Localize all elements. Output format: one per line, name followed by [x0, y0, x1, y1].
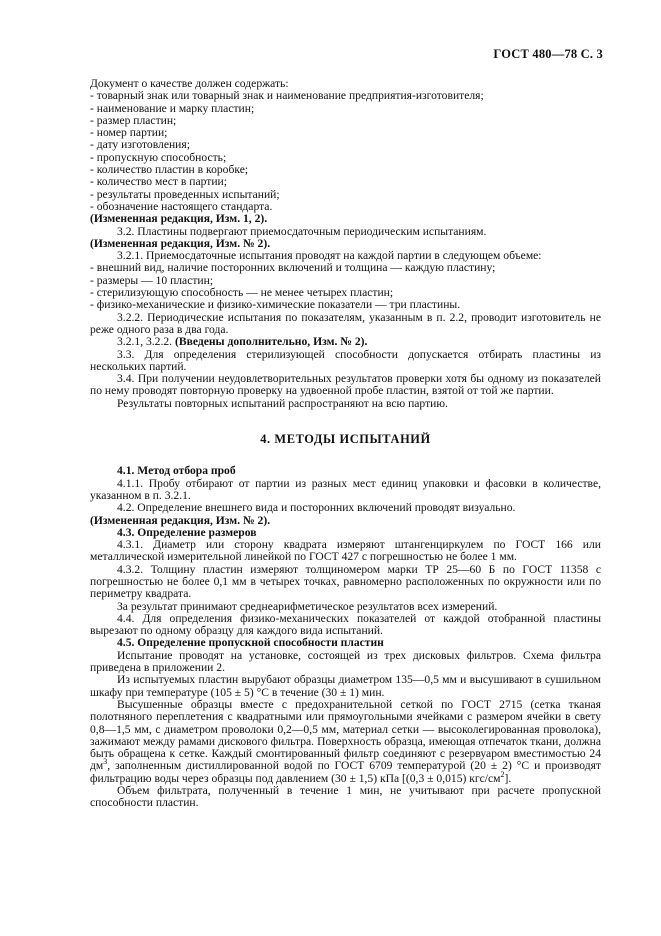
- superscript: 3: [103, 757, 108, 767]
- list-item: - стерилизующую способность — не менее четырех пластин;: [90, 286, 394, 300]
- amendment-note: (Измененная редакция, Изм. № 2).: [90, 513, 271, 527]
- list-item: - результаты проведенных испытаний;: [90, 187, 280, 201]
- heading-4-5: 4.5. Определение пропускной способности пластин: [117, 636, 384, 650]
- heading-4-1: 4.1. Метод отбора проб: [117, 464, 236, 478]
- clause-4-1-1: 4.1.1. Пробу отбирают от партии из разных мест единиц упаковки и фасовки в количестве, указанном в п. 3.2.1.: [90, 476, 601, 502]
- clause-3-2: 3.2. Пластины подвергают приемосдаточным периодическим испытаниям.: [117, 224, 487, 238]
- amendment-note: (Измененная редакция, Изм. 1, 2).: [90, 212, 268, 226]
- doc-items-list: [90, 90, 601, 213]
- clause-4-4: 4.4. Для определения физико-механических показателей от каждой отобранной пластины вырезают по одному образцу для каждого вида испытаний.: [90, 611, 601, 638]
- list-item: - дату изготовления;: [90, 138, 190, 152]
- procedure-text-2: , заполненным дистиллированной водой по ГОСТ 6709 температурой (20 ± 2) °С и производят фильтрацию воды через образцы под давлением (30 ± 1,5) кПа [(0,3 ± 0,015) кгс/см: [90, 759, 601, 785]
- clause-prefix: 3.2.1, 3.2.2.: [117, 335, 173, 349]
- clause-4-5-filtrate: Объем фильтрата, полученный в течение 1 мин, не учитывают при расчете пропускной способности пластин.: [90, 784, 601, 810]
- clause-3-2-1: 3.2.1. Приемосдаточные испытания проводят на каждой партии в следующем объеме:: [117, 249, 542, 263]
- list-item: - товарный знак или товарный знак и наименование предприятия-изготовителя;: [90, 89, 484, 103]
- clause-3-3: 3.3. Для определения стерилизующей способности допускается отбирать пластины из нескольких партий.: [90, 347, 601, 373]
- list-item: - обозначение настоящего стандарта.: [90, 199, 273, 213]
- amendment-note: (Введены дополнительно, Изм. № 2).: [174, 335, 368, 349]
- clause-3-4-results: Результаты повторных испытаний распространяют на всю партию.: [117, 396, 448, 410]
- list-item: - количество пластин в коробке;: [90, 163, 249, 177]
- document-body: [90, 78, 601, 810]
- procedure-text-3: ].: [504, 771, 512, 785]
- clause-4-2: 4.2. Определение внешнего вида и посторонних включений проводят визуально.: [117, 501, 516, 515]
- clause-4-3-1: 4.3.1. Диаметр или сторону квадрата измеряют штангенциркулем по ГОСТ 166 или металлической измерительной линейкой по ГОСТ 427 с погрешностью не более 1 мм.: [90, 538, 601, 564]
- clause-4-3-2: 4.3.2. Толщину пластин измеряют толщиномером марки ТР 25—60 Б по ГОСТ 11358 с погрешностью не более 0,1 мм в четырех точках, равномерно расположенных по окружности или по периметру квадрата.: [90, 562, 601, 601]
- list-item: - наименование и марку пластин;: [90, 101, 255, 115]
- clause-4-5-samples: Из испытуемых пластин вырубают образцы диаметром 135—0,5 мм и высушивают в сушильном шкафу при температуре (105 ± 5) °С в течение (30 ± 1) мин.: [90, 673, 601, 699]
- intro-text: Документ о качестве должен содержать:: [90, 77, 289, 90]
- clause-3-2-2: 3.2.2. Периодические испытания по показателям, указанным в п. 2.2, проводит изготовитель не реже одного раза в два года.: [90, 310, 601, 336]
- clause-4-5-procedure: [90, 699, 601, 785]
- section-title: 4. МЕТОДЫ ИСПЫТАНИЙ: [260, 432, 431, 447]
- clause-4-5-setup: Испытание проводят на установке, состоящей из трех дисковых фильтров. Схема фильтра приведена в приложении 2.: [90, 648, 601, 675]
- list-item: - размер пластин;: [90, 113, 177, 127]
- clause-3-2-1-3-2-2: [90, 336, 601, 348]
- result-text: За результат принимают среднеарифметическое результатов всех измерений.: [117, 599, 498, 613]
- list-item: - размеры — 10 пластин;: [90, 273, 214, 287]
- list-item: - количество мест в партии;: [90, 175, 227, 189]
- list-item: - номер партии;: [90, 126, 168, 140]
- page-header: ГОСТ 480—78 С. 3: [493, 47, 603, 61]
- list-item: - внешний вид, наличие посторонних включений и толщина — каждую пластину;: [90, 261, 496, 275]
- amendment-note: (Измененная редакция, Изм. № 2).: [90, 236, 271, 250]
- superscript: 2: [500, 769, 505, 779]
- list-item: - пропускную способность;: [90, 150, 227, 164]
- acceptance-items-list: [90, 262, 601, 311]
- clause-3-4: 3.4. При получении неудовлетворительных результатов проверки хотя бы одному из показателей по нему проводят повторную проверку на удвоенной пробе пластин, взятой от той же партии.: [90, 372, 601, 398]
- list-item: - физико-механические и физико-химические показатели — три пластины.: [90, 298, 461, 312]
- heading-4-3: 4.3. Определение размеров: [117, 525, 257, 539]
- procedure-text-1: Высушенные образцы вместе с предохранительной сеткой по ГОСТ 2715 (сетка тканая полотняного переплетения с квадратными или прямоугольными ячейками с размером ячейки в свету 0,8—1,5 мм, с диаметром проволоки 0,2—0,5 мм, материал сетки — высоколегированная проволока), зажимают между рамами дискового фильтра. Поверхность образца, имеющая отпечаток ткани, должна быть обращена к сетке. Каждый смонтированный фильтр соединяют с резервуаром вместимостью 24 дм: [90, 697, 601, 773]
